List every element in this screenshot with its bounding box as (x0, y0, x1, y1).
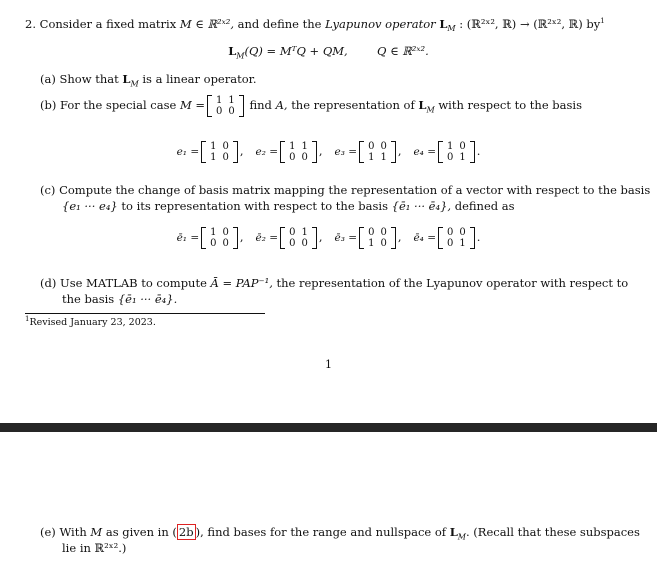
bracket-left (359, 227, 364, 249)
bracket-left (438, 227, 443, 249)
bracket-right (233, 141, 238, 163)
operator-subscript: M (447, 24, 456, 34)
matrix-cell: 1 (210, 152, 217, 163)
bracket-right (312, 227, 317, 249)
matrix-cell: 0 (210, 238, 217, 249)
basis-element-name: ē₄ = (413, 232, 437, 244)
basis-separator: . (476, 144, 481, 158)
eq-operator: L (228, 44, 237, 58)
matrix-cell: 0 (301, 152, 308, 163)
matrix-cell: 1 (301, 227, 308, 238)
part-e-sym: L (449, 525, 458, 539)
part-e-line-2 (62, 541, 126, 556)
part-b-text-4: with respect to the basis (438, 98, 582, 112)
matrix-entries (365, 227, 390, 249)
part-a-text-2: is a linear operator. (142, 72, 257, 86)
basis-separator: , (397, 144, 402, 158)
bracket-right (239, 95, 244, 117)
bracket-left (359, 141, 364, 163)
bracket-right (470, 141, 475, 163)
footnote-mark: 1 (25, 315, 30, 323)
matrix-cell: 0 (447, 152, 454, 163)
bracket-left (280, 141, 285, 163)
eq-domain: Q ∈ ℝ²ˣ². (377, 44, 429, 58)
basis-matrix (201, 141, 238, 163)
matrix-cell: 0 (301, 238, 308, 249)
matrix-cell: 1 (368, 238, 375, 249)
part-c (40, 183, 650, 198)
part-c-line-2 (62, 199, 515, 214)
part-b-sym: L (418, 98, 427, 112)
matrix-cell: 0 (380, 227, 387, 238)
part-b-text-2: find (249, 98, 272, 112)
basis-matrix (280, 227, 317, 249)
matrix-cell: 0 (380, 238, 387, 249)
matrix-cell: 0 (222, 141, 229, 152)
matrix-cell: 1 (301, 141, 308, 152)
part-e-text-3: ), find bases for the range and nullspace of (195, 525, 447, 539)
bracket-right (391, 141, 396, 163)
basis-element-name: e₂ = (255, 146, 279, 158)
bracket-right (312, 141, 317, 163)
basis-element-name: ē₃ = (334, 232, 358, 244)
basis-separator: , (239, 230, 244, 244)
bracket-right (391, 227, 396, 249)
part-b-text: For the special case (60, 98, 177, 112)
basis-matrix (280, 141, 317, 163)
basis-separator: , (239, 144, 244, 158)
part-c-text-2: defined as (454, 199, 515, 213)
matrix-cell: 0 (222, 152, 229, 163)
matrix-entries (444, 227, 469, 249)
matrix-cell: 0 (447, 238, 454, 249)
matrix-entries (444, 141, 469, 163)
intro-text-2: and define the (237, 16, 322, 31)
matrix-cell: 1 (289, 141, 296, 152)
part-b-m: M = (179, 98, 206, 112)
bracket-right (470, 227, 475, 249)
part-a-label: (a) (40, 72, 56, 86)
basis-element (256, 227, 323, 249)
matrix-cell: 0 (368, 227, 375, 238)
basis-element-name: ē₁ = (176, 232, 200, 244)
part-d-label: (d) (40, 276, 57, 290)
basis-element (177, 227, 244, 249)
matrix-cell: 1 (210, 141, 217, 152)
basis-element (256, 141, 323, 163)
basis-ebar-row (0, 227, 657, 249)
operator-symbol: L (439, 16, 448, 31)
basis-element (335, 141, 402, 163)
matrix-entries (286, 141, 311, 163)
basis-separator: . (476, 230, 481, 244)
part-c-line-1: Compute the change of basis matrix mapping the representation of a vector with respect to the basis (59, 183, 651, 197)
part-b-var: A, (275, 98, 288, 112)
matrix-cell: 0 (289, 227, 296, 238)
problem-number: 2. (25, 16, 36, 31)
basis-matrix (438, 141, 475, 163)
part-d-text: Use MATLAB to compute (60, 276, 207, 290)
bracket-left (280, 227, 285, 249)
basis-ebar-set: {ē₁ ··· ē₄}, (391, 199, 452, 213)
matrix-m-domain: M ∈ ℝ²ˣ², (179, 16, 234, 31)
matrix-cell: 1 (216, 95, 223, 106)
cross-ref-link[interactable]: 2b (178, 525, 194, 539)
page-2 (0, 432, 657, 576)
matrix-entries (213, 95, 238, 117)
matrix-m (207, 95, 244, 117)
matrix-cell: 0 (459, 227, 466, 238)
matrix-cell: 0 (459, 141, 466, 152)
basis-e-set: {e₁ ··· e₄} (62, 199, 118, 213)
matrix-entries (207, 227, 232, 249)
matrix-cell: 1 (228, 95, 235, 106)
basis-matrix (359, 227, 396, 249)
matrix-cell: 0 (368, 141, 375, 152)
operator-name: Lyapunov operator (325, 16, 436, 31)
lyapunov-equation (0, 44, 657, 60)
basis-matrix (201, 227, 238, 249)
matrix-entries (207, 141, 232, 163)
matrix-cell: 0 (447, 227, 454, 238)
matrix-cell: 0 (222, 227, 229, 238)
basis-separator: , (318, 144, 323, 158)
part-a-sym: L (122, 72, 131, 86)
bracket-left (207, 95, 212, 117)
basis-element (177, 141, 244, 163)
basis-element-name: ē₂ = (255, 232, 279, 244)
part-c-label: (c) (40, 183, 56, 197)
matrix-cell: 0 (228, 106, 235, 117)
basis-matrix (438, 227, 475, 249)
part-e-text-2: as given in (105, 525, 169, 539)
part-e-text-5: lie in ℝ²ˣ².) (62, 541, 127, 555)
part-e-sub: M (457, 532, 466, 542)
matrix-cell: 1 (210, 227, 217, 238)
bracket-left (201, 227, 206, 249)
eq-body: (Q) = MᵀQ + QM, (244, 44, 348, 58)
footnote-marker: 1 (600, 17, 605, 25)
part-d (40, 276, 628, 291)
basis-element (413, 227, 480, 249)
footnote-rule (25, 313, 265, 314)
matrix-cell: 0 (289, 238, 296, 249)
matrix-cell: 1 (447, 141, 454, 152)
part-a (40, 72, 257, 91)
intro-text: Consider a fixed matrix (39, 16, 177, 31)
basis-element-name: e₃ = (334, 146, 358, 158)
bracket-left (201, 141, 206, 163)
part-e-text: With (59, 525, 87, 539)
matrix-cell: 0 (380, 141, 387, 152)
page-number: 1 (325, 358, 332, 371)
basis-element (335, 227, 402, 249)
matrix-cell: 0 (289, 152, 296, 163)
matrix-cell: 1 (459, 152, 466, 163)
footnote (25, 315, 156, 328)
part-b-sub: M (426, 105, 435, 115)
part-a-text: Show that (59, 72, 119, 86)
part-b-text-3: the representation of (291, 98, 415, 112)
matrix-cell: 0 (222, 238, 229, 249)
matrix-cell: 1 (368, 152, 375, 163)
matrix-entries (365, 141, 390, 163)
basis-separator: , (318, 230, 323, 244)
part-d-basis: {ē₁ ··· ē₄}. (117, 292, 178, 306)
part-b-label: (b) (40, 98, 57, 112)
basis-e-row (0, 141, 657, 163)
basis-element (413, 141, 480, 163)
eq-operator-sub: M (236, 51, 245, 61)
part-d-formula: Ā = PAP⁻¹, (210, 276, 273, 290)
part-a-sub: M (130, 79, 139, 89)
matrix-cell: 0 (216, 106, 223, 117)
matrix-entries (286, 227, 311, 249)
basis-element-name: e₄ = (413, 146, 437, 158)
footnote-text: Revised January 23, 2023. (29, 317, 156, 329)
basis-separator: , (397, 230, 402, 244)
basis-matrix (359, 141, 396, 163)
bracket-right (233, 227, 238, 249)
part-d-text-3: the basis (62, 292, 115, 306)
basis-element-name: e₁ = (176, 146, 200, 158)
bracket-left (438, 141, 443, 163)
part-c-text: to its representation with respect to the basis (121, 199, 388, 213)
part-e-text-4: . (Recall that these subspaces (466, 525, 640, 539)
matrix-cell: 1 (459, 238, 466, 249)
operator-map: : (ℝ²ˣ², ℝ) → (ℝ²ˣ², ℝ) by (459, 16, 601, 31)
part-d-text-2: the representation of the Lyapunov operator with respect to (276, 276, 629, 290)
part-e-label: (e) (40, 525, 56, 539)
problem-intro (25, 14, 605, 36)
part-e-m: M (90, 525, 103, 539)
part-d-line-2 (62, 292, 177, 307)
page-separator (0, 423, 657, 432)
part-b (40, 92, 582, 123)
part-e: (e) With M as given in ( 2b ), find bases for the range and nullspace of $L_M$. (Recall that these subspaces (40, 525, 640, 542)
matrix-cell: 1 (380, 152, 387, 163)
